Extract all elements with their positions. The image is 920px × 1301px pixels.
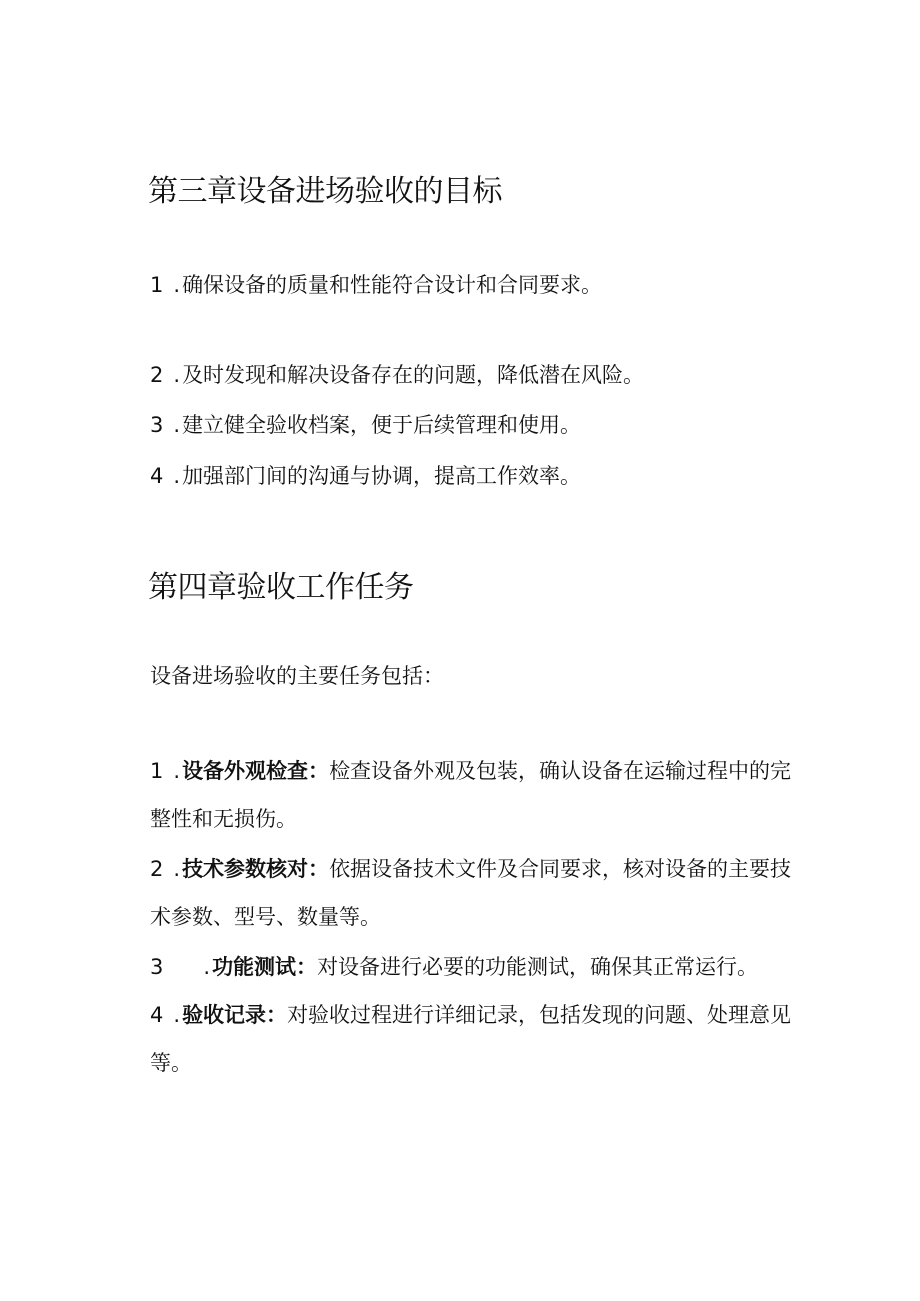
- chapter4-intro: 设备进场验收的主要任务包括：: [150, 664, 444, 688]
- item-text: 确保设备的质量和性能符合设计和合同要求。: [182, 273, 603, 297]
- task-item-continued: 等。: [150, 1051, 192, 1075]
- task-number: 2: [150, 857, 164, 881]
- task-label: 验收记录：: [182, 1003, 288, 1027]
- task-item: 4 .验收记录：对验收过程进行详细记录，包括发现的问题、处理意见: [150, 1003, 792, 1027]
- task-number: 4: [150, 1003, 164, 1027]
- task-label: 功能测试：: [212, 955, 318, 979]
- chapter4-title: 第四章验收工作任务: [148, 570, 414, 605]
- item-text: 建立健全验收档案，便于后续管理和使用。: [182, 413, 582, 437]
- item-number: 1: [150, 273, 164, 297]
- task-text: 对设备进行必要的功能测试，确保其正常运行。: [317, 955, 759, 979]
- task-text: 对验收过程进行详细记录，包括发现的问题、处理意见: [287, 1003, 792, 1027]
- item-text: 及时发现和解决设备存在的问题，降低潜在风险。: [182, 363, 645, 387]
- task-number: 1: [150, 759, 164, 783]
- task-text: 检查设备外观及包装，确认设备在运输过程中的完: [329, 759, 792, 783]
- task-item: 2 .技术参数核对：依据设备技术文件及合同要求，核对设备的主要技: [150, 857, 792, 881]
- task-item-continued: 整性和无损伤。: [150, 807, 297, 831]
- task-label: 技术参数核对：: [182, 857, 330, 881]
- task-number: 3: [150, 955, 164, 979]
- item-text: 加强部门间的沟通与协调，提高工作效率。: [182, 464, 582, 488]
- item-number: 3: [150, 413, 164, 437]
- task-item: 1 .设备外观检查：检查设备外观及包装，确认设备在运输过程中的完: [150, 759, 792, 783]
- list-item: 1 .确保设备的质量和性能符合设计和合同要求。: [150, 273, 603, 297]
- task-text: 依据设备技术文件及合同要求，核对设备的主要技: [329, 857, 792, 881]
- list-item: 4 .加强部门间的沟通与协调，提高工作效率。: [150, 464, 582, 488]
- item-number: 4: [150, 464, 164, 488]
- item-number: 2: [150, 363, 164, 387]
- list-item: 2 .及时发现和解决设备存在的问题，降低潜在风险。: [150, 363, 645, 387]
- chapter3-title: 第三章设备进场验收的目标: [148, 174, 502, 209]
- task-label: 设备外观检查：: [182, 759, 330, 783]
- task-item: 3 .功能测试：对设备进行必要的功能测试，确保其正常运行。: [150, 955, 759, 979]
- task-item-continued: 术参数、型号、数量等。: [150, 905, 381, 929]
- list-item: 3 .建立健全验收档案，便于后续管理和使用。: [150, 413, 582, 437]
